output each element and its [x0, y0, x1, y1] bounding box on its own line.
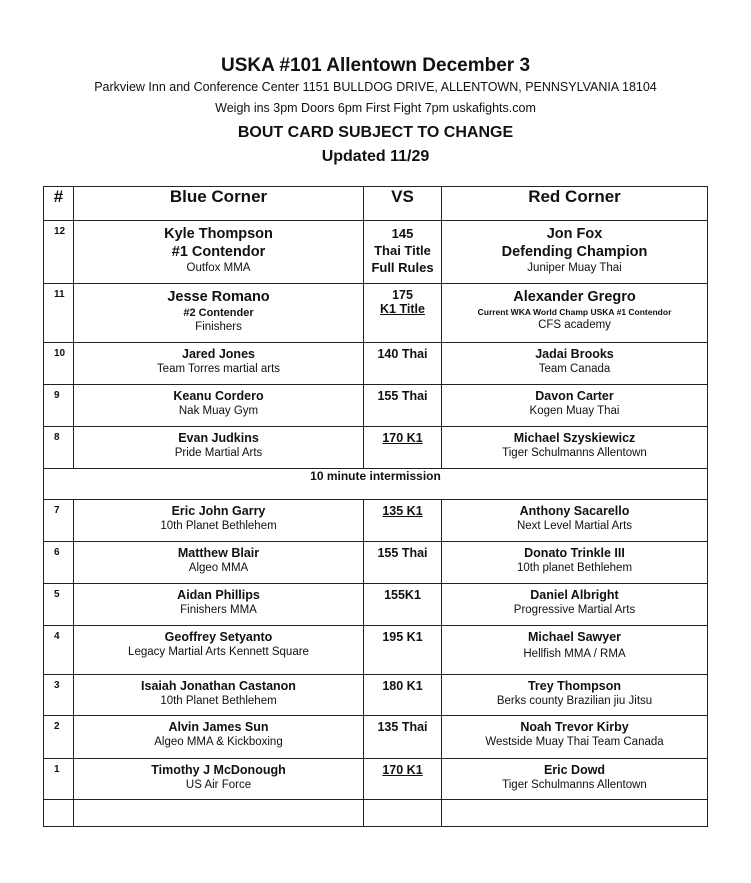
table-row: [44, 343, 708, 385]
table-row: [44, 427, 708, 469]
fighter-name: Alexander Gregro: [513, 289, 636, 305]
bout-number: 11: [44, 284, 74, 343]
weight-value: 145: [391, 226, 414, 241]
fighter-title: #1 Contendor: [171, 244, 266, 260]
fighter-name: Noah Trevor Kirby: [520, 720, 629, 734]
empty-row: [44, 800, 708, 827]
intermission-row: [44, 469, 708, 500]
fighter-gym: Team Canada: [538, 363, 611, 375]
weight-value: 155 Thai: [377, 389, 428, 403]
fighter-gym: Westside Muay Thai Team Canada: [485, 736, 664, 748]
weight-value: 170 K1: [382, 431, 423, 445]
fighter-name: Jadai Brooks: [535, 347, 614, 361]
bout-number: 12: [44, 221, 74, 284]
fighter-name: Anthony Sacarello: [519, 504, 630, 518]
fighter-gym: CFS academy: [538, 319, 611, 331]
table-row: [44, 221, 708, 284]
table-row: [44, 284, 708, 343]
fighter-name: Geoffrey Setyanto: [164, 630, 273, 644]
updated-date: Updated 11/29: [321, 148, 430, 165]
weight-value: 155K1: [384, 588, 421, 602]
bout-number: 9: [44, 385, 74, 427]
fighter-name: Evan Judkins: [178, 431, 259, 445]
fighter-gym: Pride Martial Arts: [174, 447, 263, 459]
red-fighter-cell: [442, 385, 708, 427]
red-fighter-cell: [442, 626, 708, 675]
fighter-name: Keanu Cordero: [173, 389, 264, 403]
table-row: [44, 584, 708, 626]
fighter-name: Eric John Garry: [171, 504, 266, 518]
fighter-name: Davon Carter: [535, 389, 614, 403]
bout-title: K1 Title: [380, 302, 425, 316]
fighter-gym: 10th planet Bethlehem: [516, 562, 633, 574]
table-row: [44, 759, 708, 800]
bout-number: 5: [44, 584, 74, 626]
fighter-gym: Algeo MMA: [188, 562, 249, 574]
col-blue-corner-header: Blue Corner: [74, 187, 364, 221]
fighter-gym: Progressive Martial Arts: [513, 604, 636, 616]
table-row: [44, 716, 708, 759]
fighter-title: Defending Champion: [501, 244, 648, 260]
weight-class-cell: [364, 500, 442, 542]
blue-fighter-cell: [74, 716, 364, 759]
weight-class-cell: [364, 626, 442, 675]
fighter-gym: 10th Planet Bethlehem: [160, 520, 277, 532]
fighter-gym: Algeo MMA & Kickboxing: [154, 736, 283, 748]
intermission-label: 10 minute intermission: [44, 469, 708, 500]
fighter-gym: Tiger Schulmanns Allentown: [502, 447, 647, 459]
blue-fighter-cell: [74, 221, 364, 284]
change-notice: BOUT CARD SUBJECT TO CHANGE: [237, 124, 514, 141]
blue-fighter-cell: [74, 385, 364, 427]
weight-class-cell: [364, 385, 442, 427]
blue-fighter-cell: [74, 626, 364, 675]
fighter-name: Matthew Blair: [177, 546, 260, 560]
fighter-title: Current WKA World Champ USKA #1 Contendor: [477, 307, 672, 317]
fighter-name: Jesse Romano: [167, 289, 270, 305]
venue-address: Parkview Inn and Conference Center 1151 BULLDOG DRIVE, ALLENTOWN, PENNSYLVANIA 18104: [94, 80, 657, 94]
blue-fighter-cell: [74, 675, 364, 716]
blue-fighter-cell: [74, 542, 364, 584]
blue-fighter-cell: [74, 500, 364, 542]
fighter-gym: Team Torres martial arts: [156, 363, 281, 375]
fighter-name: Jared Jones: [182, 347, 255, 361]
weight-value: 195 K1: [382, 630, 423, 644]
fighter-name: Isaiah Jonathan Castanon: [141, 679, 296, 693]
event-title: USKA #101 Allentown December 3: [220, 55, 531, 76]
table-row: [44, 542, 708, 584]
fighter-gym: 10th Planet Bethlehem: [160, 695, 277, 707]
red-fighter-cell: [442, 500, 708, 542]
bout-number: 4: [44, 626, 74, 675]
fighter-name: Aidan Phillips: [177, 588, 260, 602]
blue-fighter-cell: [74, 284, 364, 343]
col-vs-header: VS: [364, 187, 442, 221]
bout-number: 8: [44, 427, 74, 469]
bout-number: 10: [44, 343, 74, 385]
bout-title: Thai Title: [374, 243, 431, 258]
fighter-name: Timothy J McDonough: [151, 763, 286, 777]
fighter-name: Eric Dowd: [543, 763, 606, 777]
event-schedule: Weigh ins 3pm Doors 6pm First Fight 7pm uskafights.com: [215, 101, 536, 115]
fighter-gym: Finishers MMA: [180, 604, 257, 616]
bout-number: 1: [44, 759, 74, 800]
blue-fighter-cell: [74, 759, 364, 800]
blue-fighter-cell: [74, 343, 364, 385]
weight-value: 180 K1: [382, 679, 423, 693]
weight-value: 135 K1: [382, 504, 423, 518]
fighter-name: Michael Sawyer: [527, 630, 622, 644]
fighter-gym: Finishers: [195, 321, 242, 333]
fighter-gym: Hellfish MMA / RMA: [523, 648, 626, 660]
fighter-name: Jon Fox: [546, 226, 603, 242]
fighter-name: Kyle Thompson: [164, 226, 273, 242]
bout-number: 7: [44, 500, 74, 542]
red-fighter-cell: [442, 542, 708, 584]
red-fighter-cell: [442, 284, 708, 343]
bout-card-table: [43, 186, 708, 827]
red-fighter-cell: [442, 343, 708, 385]
table-row: [44, 385, 708, 427]
red-fighter-cell: [442, 759, 708, 800]
weight-value: 170 K1: [382, 763, 423, 777]
weight-class-cell: [364, 343, 442, 385]
weight-class-cell: [364, 759, 442, 800]
bout-number: 3: [44, 675, 74, 716]
weight-value: 175: [392, 288, 413, 302]
fighter-gym: Legacy Martial Arts Kennett Square: [128, 646, 309, 658]
fighter-gym: Nak Muay Gym: [178, 405, 259, 417]
red-fighter-cell: [442, 675, 708, 716]
fighter-gym: Outfox MMA: [186, 262, 251, 274]
weight-class-cell: [364, 675, 442, 716]
red-fighter-cell: [442, 716, 708, 759]
blue-fighter-cell: [74, 584, 364, 626]
table-header-row: [44, 187, 708, 221]
weight-class-cell: [364, 427, 442, 469]
fighter-name: Michael Szyskiewicz: [513, 431, 636, 445]
blue-fighter-cell: [74, 427, 364, 469]
red-fighter-cell: [442, 427, 708, 469]
fighter-name: Daniel Albright: [530, 588, 619, 602]
fighter-gym: Tiger Schulmanns Allentown: [502, 779, 647, 791]
weight-class-cell: [364, 221, 442, 284]
weight-class-cell: [364, 542, 442, 584]
fighter-name: Alvin James Sun: [168, 720, 269, 734]
bout-rules: Full Rules: [371, 260, 434, 275]
fighter-gym: US Air Force: [185, 779, 252, 791]
weight-class-cell: [364, 284, 442, 343]
fighter-gym: Berks county Brazilian jiu Jitsu: [496, 695, 653, 707]
weight-value: 155 Thai: [377, 546, 428, 560]
bout-number: 2: [44, 716, 74, 759]
fighter-title: #2 Contender: [183, 307, 254, 319]
bout-number: 6: [44, 542, 74, 584]
weight-class-cell: [364, 716, 442, 759]
table-row: [44, 675, 708, 716]
table-row: [44, 626, 708, 675]
col-red-corner-header: Red Corner: [442, 187, 708, 221]
table-row: [44, 500, 708, 542]
fighter-name: Trey Thompson: [527, 679, 622, 693]
red-fighter-cell: [442, 584, 708, 626]
weight-class-cell: [364, 584, 442, 626]
fighter-gym: Kogen Muay Thai: [529, 405, 620, 417]
fighter-name: Donato Trinkle III: [524, 546, 625, 560]
red-fighter-cell: [442, 221, 708, 284]
col-number-header: #: [44, 187, 74, 221]
fighter-gym: Next Level Martial Arts: [516, 520, 633, 532]
weight-value: 135 Thai: [377, 720, 428, 734]
weight-value: 140 Thai: [377, 347, 428, 361]
fighter-gym: Juniper Muay Thai: [527, 262, 622, 274]
